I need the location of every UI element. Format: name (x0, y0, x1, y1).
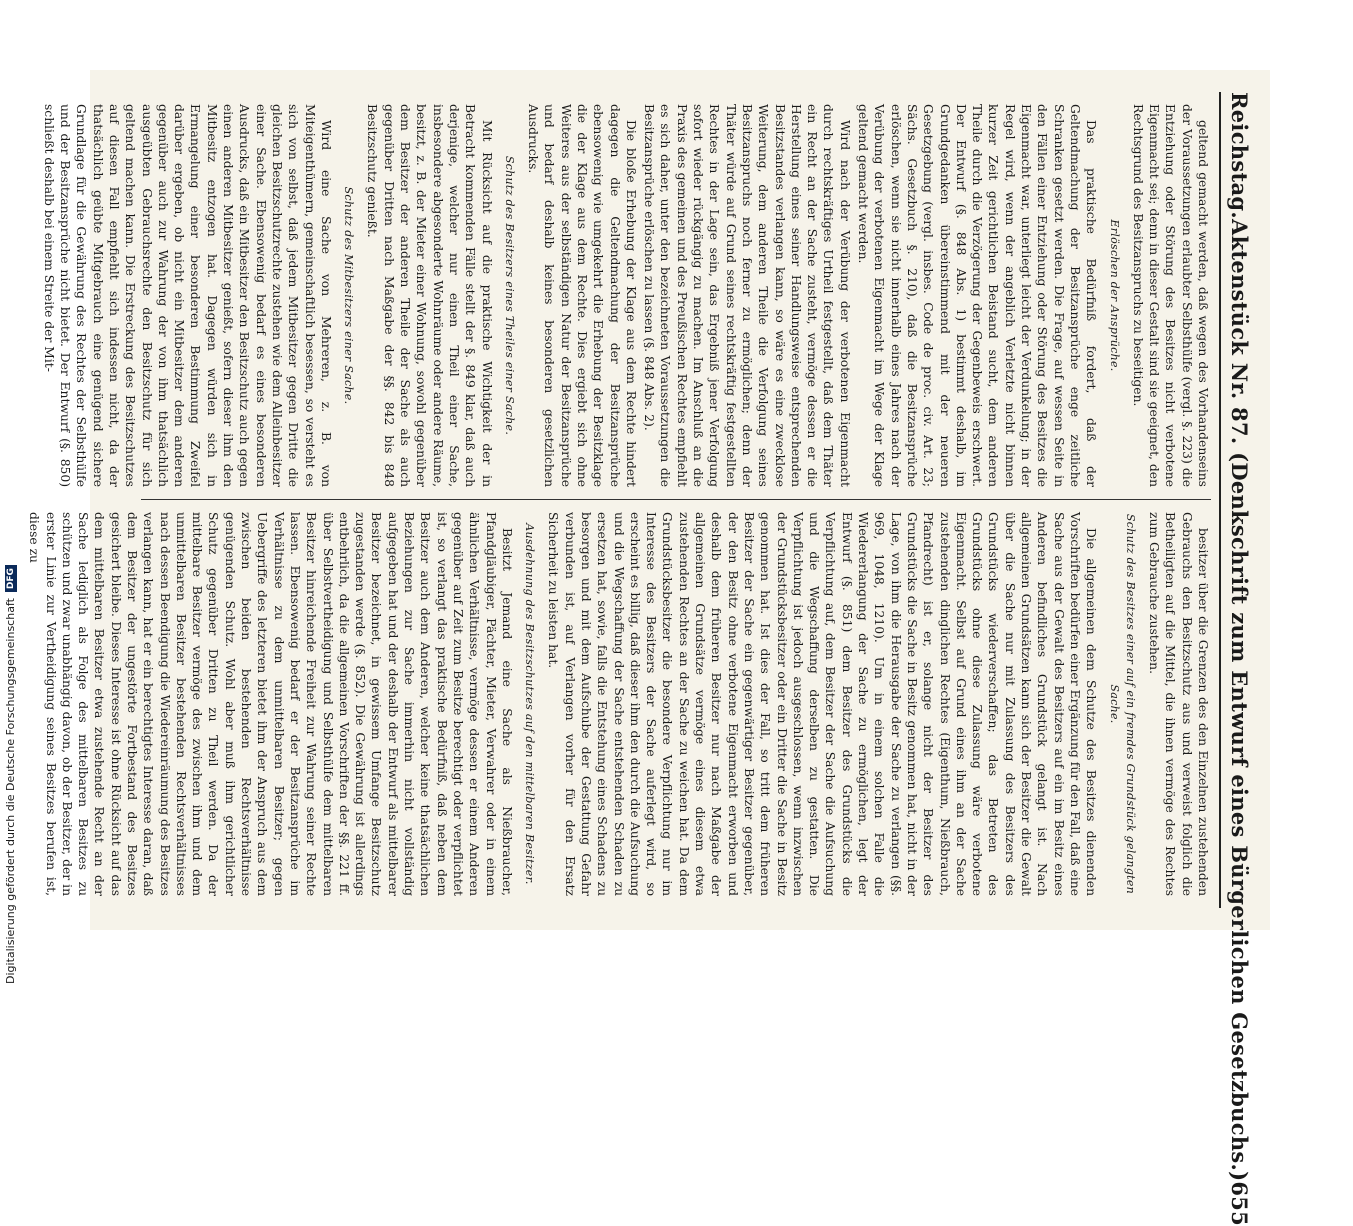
section-heading: Schutz des Besitzes einer auf ein fremdes Grundstück gelangten Sache. (1107, 513, 1137, 895)
scanned-page (27, 70, 1270, 1226)
paragraph: Mit Rücksicht auf die praktische Wichtigkeit der in Betracht kommenden Fälle stellt der §. 849 klar, daß auch derjenige, welcher nur einen Theil einer Sache, insbesondere abgesonderte Wohnräume oder andere Räume, besitzt, z. B. der Mieter einer Wohnung, sowohl gegenüber dem Besitzer der anderen Theile der Sache als auch gegenüber Dritten nach Maßgabe der §§. 842 bis 848 Besitzschutz genießt. (365, 104, 494, 487)
paragraph: Die bloße Erhebung der Klage aus dem Rechte hindert dagegen die Geltendmachung der Besitzansprüche ebensowenig wie umgekehrt die Erhebung der Besitzklage die der Klage aus dem Rechte. Dies ergiebt sich ohne Weiteres aus der selbständigen Natur der Besitzansprüche und bedarf deshalb keines besonderen gesetzlichen Ausdrucks. (526, 104, 638, 487)
section-heading: Erlöschen der Ansprüche. (1107, 219, 1121, 372)
left-column (41, 92, 1211, 500)
paragraph: Besitzt Jemand eine Sache als Nießbraucher, Pfandgläubiger, Pächter, Mieter, Verwahrer oder in einem ähnlichen Verhältnisse, vermöge dessen er einem Anderen gegenüber auf Zeit zum Besitze berechtigt oder verpflichtet ist, so verlangt das praktische Bedürfniß, daß neben dem Besitzer auch dem Anderen, welcher keine thatsächlichen Beziehungen zur Sache immerhin nicht vollständig aufgegeben hat und der deshalb der Entwurf als mittelbarer Besitzer bezeichnet, in gewissem Umfange Besitzschutz zugestanden werde (§. 852). Die Gewährung ist allerdings entbehrlich, da die allgemeinen Vorschriften der §§. 221 ff. über Selbstvertheidigung und Selbsthülfe dem mittelbaren Besitzer hinreichende Freiheit zur Wahrung seiner Rechte lassen. Ebensowenig bedarf er der Besitzansprüche im Verhältnisse zu dem unmittelbaren Besitzer; gegen Uebergriffe des letzteren bietet ihm der Anspruch aus dem zwischen beiden bestehenden Rechtsverhältnisse genügenden Schutz. Wohl aber muß ihm gerichtlicher Schutz gegenüber Dritten zu Theil werden. Da der mittelbare Besitzer vermöge des zwischen ihm und dem unmittelbaren Besitzer bestehenden Rechtsverhältnisses nach dessen Beendigung die Wiedereinräumung des Besitzes verlangen kann, hat er ein berechtigtes Interesse daran, daß dem Besitzer der ungestörte Fortbestand des Besitzes gesichert bleibe. Dieses Interesse ist ohne Rücksicht auf das dem mittelbaren Besitzer etwa zustehende Recht an der Sache lediglich als Folge des mittelbaren Besitzes zu schützen und zwar unabhängig davon, ob der Besitzer, der in erster Linie zur Vertheidigung seines Besitzes berufen ist, diese zu (27, 512, 514, 896)
paragraph: besitzer über die Grenzen des den Einzelnen zustehenden Gebrauchs den Besitzschutz aus und verweist folglich die Betheiligten auf die Mittel, die ihnen vermöge des Rechtes zum Gebrauche zustehen. (1147, 512, 1210, 896)
paragraph: Wird nach der Verübung der verbotenen Eigenmacht durch rechtskräftiges Urtheil festgestellt, daß dem Thäter ein Recht an der Sache zusteht, vermöge dessen er die Herstellung eines seiner Handlungsweise entsprechenden Besitzstandes verlangen kann, so wäre es eine zwecklose Weiterung, dem anderen Theile die Verfolgung seines Besitzanspruchs noch ferner zu ermöglichen; denn der Thäter würde auf Grund seines rechtskräftig festgestellten Rechtes in der Lage sein, das Ergebniß jener Verfolgung sofort wieder rückgängig zu machen. Im Anschluß an die Praxis des gemeinen und des Preußischen Rechtes empfiehlt es sich daher, unter den bezeichneten Voraussetzungen die Besitzansprüche erlöschen zu lassen (§. 848 Abs. 2). (642, 104, 852, 487)
header-left: Reichstag. (1227, 92, 1252, 219)
page-number: 655 (1227, 1181, 1252, 1226)
right-column (27, 500, 1211, 908)
footer-strip (0, 0, 22, 1000)
dfg-logo: DFG (5, 565, 17, 592)
section-heading: Schutz des Besitzers eines Theiles einer Sache. (502, 155, 516, 436)
section-heading: Ausdehnung des Besitzschutzes auf den mittelbaren Besitzer. (523, 523, 537, 885)
paragraph: Das praktische Bedürfniß fordert, daß der Geltendmachung der Besitzansprüche enge zeitliche Schranken gesetzt werden. Die Frage, auf wessen Seite in den Fällen einer Entziehung oder Störung des Besitzes die Eigenmacht war, unterliegt leicht der Verdunkelung; in der Regel wird, wenn der angeblich Verletzte nicht binnen kurzer Zeit gerichtlichen Beistand sucht, dem anderen Theile durch die Verzögerung der Gegenbeweis erschwert. Der Entwurf (§. 848 Abs. 1) bestimmt deshalb, im Grundgedanken übereinstimmend mit der neueren Gesetzgebung (vergl. insbes. Code de proc. civ. Art. 23; Sächs. Gesetzbuch §. 210), daß die Besitzansprüche erlöschen, wenn sie nicht innerhalb eines Jahres nach der Verübung der verbotenen Eigenmacht im Wege der Klage geltend gemacht werden. (856, 104, 1099, 487)
text-columns (27, 92, 1211, 908)
page-header (1219, 92, 1252, 1226)
paragraph: geltend gemacht werden, daß wegen des Vorhandenseins der Voraussetzungen erlaubter Selbsthülfe (vergl. §. 223) die Entziehung oder Störung des Besitzes nicht verbotene Eigenmacht sei; denn in dieser Gestalt sind sie geeignet, den Rechtsgrund des Besitzanspruchs zu beseitigen. (1130, 104, 1210, 487)
header-title: Aktenstück Nr. 87. (Denkschrift zum Entwurf eines Bürgerlichen Gesetzbuchs.) (1227, 218, 1252, 1182)
scanned-page-viewport (27, 70, 1270, 1226)
attribution-text: Digitalisierung gefördert durch die Deutsche Forschungsgemeinschaft (4, 598, 17, 984)
section-heading: Schutz des Mitbesitzers einer Sache. (342, 186, 356, 405)
footer-attribution (0, 0, 22, 1000)
paragraph: Wird eine Sache von Mehreren, z. B. von Miteigenthümern, gemeinschaftlich besessen, so versteht es sich von selbst, daß jedem Mitbesitzer gegen Dritte die gleichen Besitzschutzrechte zustehen wie dem Alleinbesitzer einer Sache. Ebensowenig bedarf es eines besonderen Ausdrucks, daß ein Mitbesitzer den Besitzschutz auch gegen einen anderen Mitbesitzer genießt, sofern dieser ihm den Mitbesitz entzogen hat. Dagegen würden sich in Ermangelung einer besonderen Bestimmung Zweifel darüber ergeben, ob nicht ein Mitbesitzer dem anderen gegenüber auch zur Wahrung der von ihm thatsächlich ausgeübten Gebrauchsrechte den Besitzschutz für sich geltend machen kann. Die Erstreckung des Besitzschutzes auf diesen Fall empfiehlt sich indessen nicht, da der thatsächlich geübte Mitgebrauch eine genügend sichere Grundlage für die Gewährung des Rechtes der Selbsthülfe und der Besitzansprüche nicht bietet. Der Entwurf (§. 850) schließt deshalb bei einem Streite der Mit- (41, 104, 333, 487)
paragraph: Die allgemeinen dem Schutze des Besitzes dienenden Vorschriften bedürfen einer Ergänzung für den Fall, daß eine Sache aus der Gewalt des Besitzers auf ein im Besitz eines Anderen befindliches Grundstück gelangt ist. Nach allgemeinen Grundsätzen kann sich der Besitzer die Gewalt über die Sache nur mit Zulassung des Besitzers des Grundstücks wiederverschaffen; das Betreten des Grundstücks ohne diese Zulassung wäre verbotene Eigenmacht. Selbst auf Grund eines ihm an der Sache zustehenden dinglichen Rechtes (Eigenthum, Nießbrauch, Pfandrecht) ist er, solange nicht der Besitzer des Grundstücks die Sache in Besitz genommen hat, nicht in der Lage, von ihm die Herausgabe der Sache zu verlangen (§§. 969, 1048, 1210). Um in einem solchen Falle die Wiedererlangung der Sache zu ermöglichen, legt der Entwurf (§. 851) dem Besitzer des Grundstücks die Verpflichtung auf, dem Besitzer der Sache die Aufsuchung und die Wegschaffung derselben zu gestatten. Die Verpflichtung ist jedoch ausgeschlossen, wenn inzwischen der Grundstücksbesitzer oder ein Dritter die Sache in Besitz genommen hat. Ist dies der Fall, so tritt dem früheren Besitzer der Sache ein gegenwärtiger Besitzer gegenüber, der den Besitz ohne verbotene Eigenmacht erworben und deshalb dem früheren Besitzer nur nach Maßgabe der allgemeinen Grundsätze vermöge eines diesem etwa zustehenden Rechtes an der Sache zu weichen hat. Da dem Grundstücksbesitzer die besondere Verpflichtung nur im Interesse des Besitzers der Sache auferlegt wird, so erscheint es billig, daß dieser ihm den durch die Aufsuchung und die Wegschaffung der Sache entstehenden Schaden zu ersetzen hat, sowie, falls die Entstehung eines Schadens zu besorgen und mit dem Aufschube der Gestattung Gefahr verbunden ist, auf Verlangen vorher für den Ersatz Sicherheit zu leisten hat. (546, 512, 1099, 896)
